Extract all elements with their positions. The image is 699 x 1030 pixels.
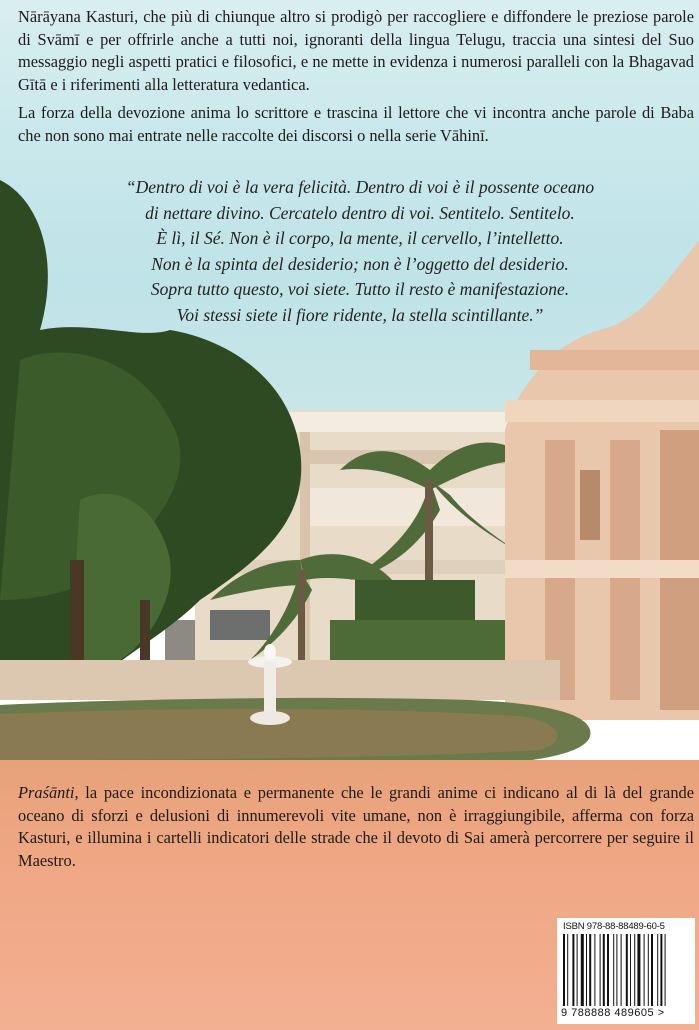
barcode-bar — [600, 934, 601, 1006]
barcode-bar — [577, 934, 578, 1006]
outro-text: , la pace incondizionata e permanente che le grandi anime ci indicano al di là del grande oceano di sforzi e delusioni di innumerevoli vite umane, non è irraggiungibile, afferma con forza Kasturi, e illumina i cartelli indicatori delle strade che il devoto di Sai amerà percorrere per seguire il Maestro. — [18, 783, 694, 870]
barcode-bar — [581, 934, 584, 1006]
barcode-bar — [657, 934, 658, 1006]
quote-line: “Dentro di voi è la vera felicità. Dentro di voi è il possente oceano — [125, 177, 595, 197]
barcode-bar — [630, 934, 631, 1006]
isbn-label: ISBN 978-88-88489-60-5 — [563, 921, 665, 932]
barcode-bar — [660, 934, 662, 1006]
isbn-barcode — [557, 918, 695, 1024]
barcode-bar — [607, 934, 609, 1006]
barcode-bar — [586, 934, 587, 1006]
ean-digits: 9 788888 489605 > — [561, 1007, 665, 1019]
barcode-bar — [648, 934, 649, 1006]
barcode-bar — [589, 934, 591, 1006]
barcode-bar — [616, 934, 617, 1006]
barcode-bar — [613, 934, 614, 1006]
barcode-bar — [621, 934, 622, 1006]
quote-line: Non è la spinta del desiderio; non è l’oggetto del desiderio. — [151, 253, 569, 274]
barcode-bars-icon — [561, 934, 691, 1006]
quote-block — [60, 175, 660, 328]
barcode-bar — [603, 934, 605, 1006]
barcode-bar — [651, 934, 653, 1006]
quote-line: Sopra tutto questo, voi siete. Tutto il resto è manifestazione. — [150, 279, 570, 299]
barcode-bar — [594, 934, 595, 1006]
barcode-bar — [626, 934, 628, 1006]
barcode-bar — [572, 934, 574, 1006]
barcode-bar — [634, 934, 635, 1006]
barcode-bar — [567, 934, 568, 1006]
barcode-bar — [644, 934, 645, 1006]
intro-paragraph-2: La forza della devozione anima lo scrittore e trascina il lettore che vi incontra anche parole di Baba che non sono mai entrate nelle raccolte dei discorsi o nella serie Vāhinī. — [18, 103, 694, 145]
intro-paragraph-1: Nārāyana Kasturi, che più di chiunque altro si prodigò per raccogliere e diffondere le preziose parole di Svāmī e per offrirle anche a tutti noi, ignoranti della lingua Telugu, traccia una sintesi del Suo messaggio negli aspetti pratici e filosofici, e ne mette in evidenza i numerosi paralleli con la Bhagavad Gītā e i riferimenti alla letteratura vedantica. — [18, 7, 694, 94]
prasanti-term: Praśānti — [18, 783, 75, 802]
barcode-bar — [563, 934, 565, 1006]
outro-paragraph — [18, 782, 694, 872]
barcode-bar — [665, 934, 666, 1006]
quote-line: Voi stessi siete il fiore ridente, la stella scintillante.” — [176, 304, 544, 325]
barcode-bar — [637, 934, 640, 1006]
quote-line: di nettare divino. Cercatelo dentro di voi. Sentitelo. Sentitelo. — [145, 202, 575, 223]
quote-line: È lì, il Sé. Non è il corpo, la mente, il cervello, l’intelletto. — [156, 228, 564, 248]
intro-text — [18, 6, 694, 154]
